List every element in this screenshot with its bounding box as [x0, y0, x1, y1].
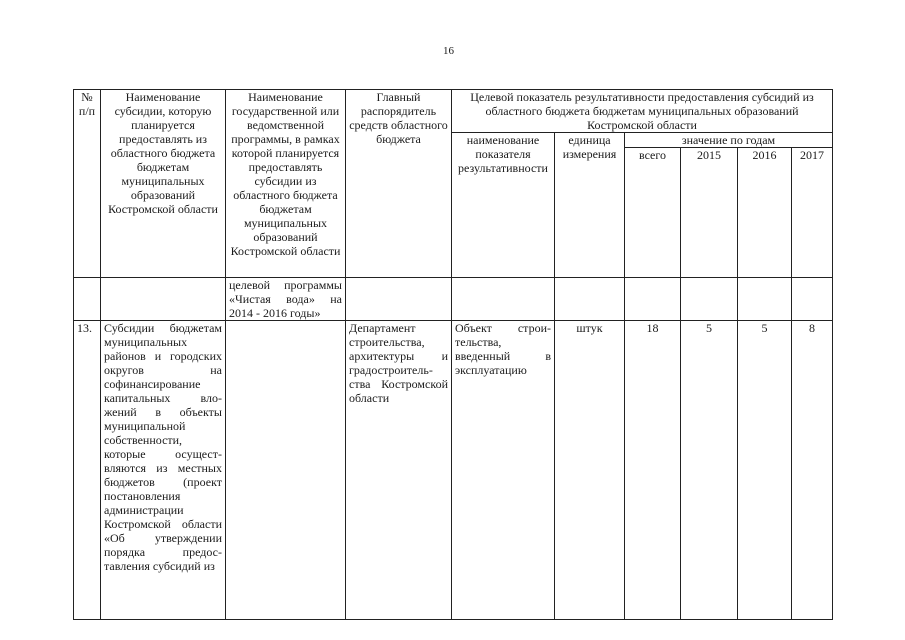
cell-2017: 8	[792, 321, 833, 620]
header-target: Целевой показатель результативности предоставления субсидий из областного бюджета бюджетам муниципальных образований Костромской области	[452, 90, 833, 133]
cell-empty	[555, 278, 625, 321]
header-values-by-year: значение по годам	[625, 133, 833, 148]
cell-empty	[625, 278, 681, 321]
cell-subsidy-name: Субсидии бюджетам муниципальных районов и городских округов на софинансирование капитальных вло-жений в объекты муниципальной собственности, которые осущест-вляются из местных бюджетов (проект постановления администрации Костромской области «Об утверждении порядка предос-тавления субсидий из	[101, 321, 226, 620]
header-subsidy-name: Наименование субсидии, которую планируется предоставлять из областного бюджета бюджетам муниципальных образований Костромской области	[101, 90, 226, 278]
cell-indicator: Объект строи-тельства, введенный в эксплуатацию	[452, 321, 555, 620]
header-program-name: Наименование государственной или ведомственной программы, в рамках которой планируется предоставлять субсидии из областного бюджета бюджетам муниципальных образований Костромской области	[226, 90, 346, 278]
cell-empty	[792, 278, 833, 321]
cell-unit: штук	[555, 321, 625, 620]
header-num: № п/п	[74, 90, 101, 278]
table-row	[74, 321, 833, 620]
cell-program	[226, 321, 346, 620]
cell-empty	[738, 278, 792, 321]
cell-total: 18	[625, 321, 681, 620]
cell-empty	[74, 278, 101, 321]
cell-empty	[452, 278, 555, 321]
table-row	[74, 278, 833, 321]
cell-empty	[346, 278, 452, 321]
header-unit: единица измерения	[555, 133, 625, 278]
cell-empty	[101, 278, 226, 321]
cell-empty	[681, 278, 738, 321]
subsidy-table	[73, 89, 833, 620]
cell-2016: 5	[738, 321, 792, 620]
page-number: 16	[443, 45, 454, 57]
header-year-2016: 2016	[738, 148, 792, 278]
cell-manager: Департамент строительства, архитектуры и градостроитель-ства Костромской области	[346, 321, 452, 620]
cell-2015: 5	[681, 321, 738, 620]
header-indicator-name: наименование показателя результативности	[452, 133, 555, 278]
header-manager: Главный распорядитель средств областного бюджета	[346, 90, 452, 278]
cell-row-number: 13.	[74, 321, 101, 620]
header-year-2015: 2015	[681, 148, 738, 278]
header-total: всего	[625, 148, 681, 278]
cell-program-continuation: целевой программы «Чистая вода» на 2014 - 2016 годы»	[226, 278, 346, 321]
header-year-2017: 2017	[792, 148, 833, 278]
